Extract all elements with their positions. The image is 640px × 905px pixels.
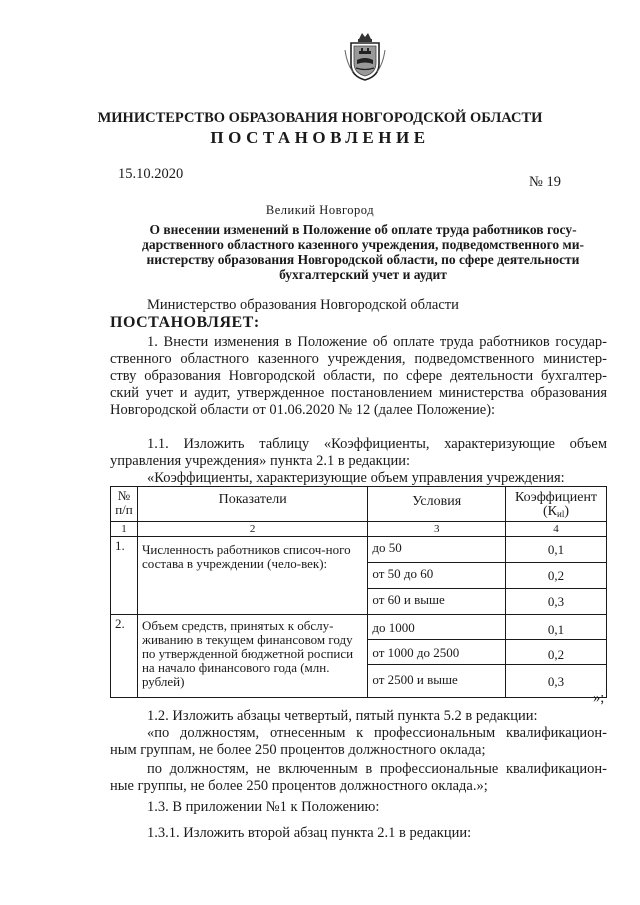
item-1-1: 1.1. Изложить таблицу «Коэффициенты, характеризующие объем управления учреждения» пункта 2.1 в редакции: xyxy=(110,436,607,469)
paragraph-not-qualified: по должностям, не включенным в профессиональные квалификацион- ные группы, не более 250 процентов должностного оклада.»; xyxy=(110,761,607,794)
header-condition: Условия xyxy=(368,487,506,522)
header-indicator: Показатели xyxy=(137,487,367,522)
row-indicator: Объем средств, принятых к обслу-живанию в текущем финансовом году по утвержденной бюджетной росписи на начало финансового года (млн. рублей) xyxy=(137,615,367,698)
intro-text: Министерство образования Новгородской области xyxy=(147,297,459,313)
row-condition: от 2500 и выше xyxy=(368,665,506,698)
row-value: 0,2 xyxy=(506,563,607,589)
coefficients-table xyxy=(110,486,607,698)
row-value: 0,3 xyxy=(506,589,607,615)
row-condition: от 50 до 60 xyxy=(368,563,506,589)
table-row xyxy=(111,615,607,640)
row-value: 0,1 xyxy=(506,537,607,563)
row-number: 1. xyxy=(111,537,138,615)
row-value: 0,3 xyxy=(506,665,607,698)
table-caption: «Коэффициенты, характеризующие объем управления учреждения: xyxy=(147,470,565,486)
header-num: № п/п xyxy=(111,487,138,522)
row-number: 2. xyxy=(111,615,138,698)
document-city: Великий Новгород xyxy=(265,203,375,217)
row-condition: от 1000 до 2500 xyxy=(368,640,506,665)
item-1-3-1: 1.3.1. Изложить второй абзац пункта 2.1 в редакции: xyxy=(147,825,472,841)
decree-word: ПОСТАНОВЛЯЕТ: xyxy=(110,314,260,331)
item-1-3: 1.3. В приложении №1 к Положению: xyxy=(147,799,380,815)
document-subject: О внесении изменений в Положение об оплате труда работников госу- дарственного областного казенного учреждения, подведомственного ми- нистерству образования Новгородской области, по сфере деятельности бухгалтерский учет и аудит xyxy=(141,222,585,282)
row-condition: от 60 и выше xyxy=(368,589,506,615)
table-row xyxy=(111,537,607,563)
document-title: ПОСТАНОВЛЕНИЕ xyxy=(210,128,430,147)
item-1: 1. Внести изменения в Положение об оплате труда работников государ- ственного областного казенного учреждения, подведомственного министер- ству образования Новгородской области, по сфере деятельности бухгалтер- ский учет и аудит, утвержденное постановлением министерства образования Новгородской области от 01.06.2020 № 12 (далее Положение): xyxy=(110,334,607,418)
document-number: № 19 xyxy=(529,174,561,190)
header-coefficient: Коэффициент $(К_{иl})$ xyxy=(506,487,607,522)
row-value: 0,1 xyxy=(506,615,607,640)
item-1-2: 1.2. Изложить абзацы четвертый, пятый пункта 5.2 в редакции: xyxy=(147,708,538,724)
coat-of-arms-icon xyxy=(343,30,387,82)
table-close-mark: »; xyxy=(593,690,605,706)
row-condition: до 50 xyxy=(368,537,506,563)
row-condition: до 1000 xyxy=(368,615,506,640)
paragraph-qualified: «по должностям, отнесенным к профессиональным квалификацион- ным группам, не более 250 процентов должностного оклада; xyxy=(110,725,607,758)
document-date: 15.10.2020 xyxy=(118,166,184,182)
column-numbers-row: 1 2 3 4 xyxy=(111,522,607,537)
row-value: 0,2 xyxy=(506,640,607,665)
ministry-name: МИНИСТЕРСТВО ОБРАЗОВАНИЯ НОВГОРОДСКОЙ ОБЛАСТИ xyxy=(97,110,543,126)
table-header-row xyxy=(111,487,607,522)
row-indicator: Численность работников списоч-ного состава в учреждении (чело-век): xyxy=(137,537,367,615)
